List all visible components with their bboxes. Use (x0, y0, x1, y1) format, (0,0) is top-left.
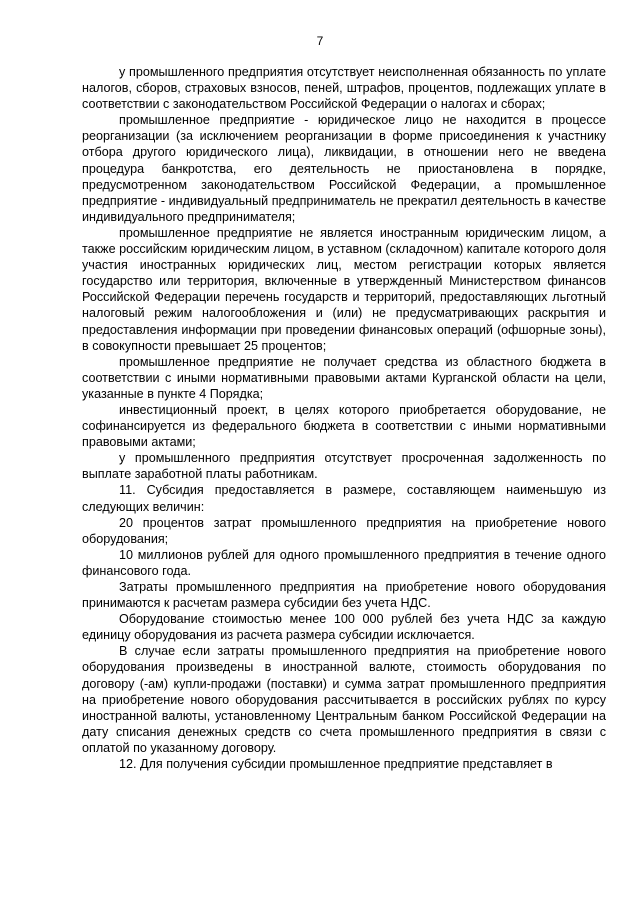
paragraph-tax-obligations: у промышленного предприятия отсутствует неисполненная обязанность по уплате налогов, сборов, страховых взносов, пеней, штрафов, процентов, подлежащих уплате в соответствии с законодательством Российской Федерации о налогах и сборах; (82, 65, 606, 112)
paragraph-foreign-entity: промышленное предприятие не является иностранным юридическим лицом, а также российским юридическим лицом, в уставном (складочном) капитале которого доля участия иностранных юридических лиц, местом регистрации которых является государство или территория, включенные в утвержденный Министерством финансов Российской Федерации перечень государств и территорий, предоставляющих льготный налоговый режим налогообложения и (или) не предусматривающих раскрытия и предоставления информации при проведении финансовых операций (офшорные зоны), в совокупности превышает 25 процентов; (82, 225, 607, 353)
document-body (82, 64, 606, 772)
page-number: 7 (316, 34, 324, 48)
paragraph-clause-12: 12. Для получения субсидии промышленное предприятие представляет в (119, 757, 553, 772)
paragraph-equipment-threshold: Оборудование стоимостью менее 100 000 рублей без учета НДС за каждую единицу оборудования из расчета размера субсидии исключается. (82, 612, 606, 643)
paragraph-ten-million: 10 миллионов рублей для одного промышленного предприятия в течение одного финансового года. (82, 547, 606, 578)
paragraph-twenty-percent: 20 процентов затрат промышленного предприятия на приобретение нового оборудования; (82, 515, 606, 546)
paragraph-clause-11: 11. Субсидия предоставляется в размере, составляющем наименьшую из следующих величин: (82, 483, 606, 514)
paragraph-regional-budget: промышленное предприятие не получает средства из областного бюджета в соответствии с иными нормативными правовыми актами Курганской области на цели, указанные в пункте 4 Порядка; (82, 354, 606, 401)
paragraph-federal-cofinancing: инвестиционный проект, в целях которого приобретается оборудование, не софинансируется из федерального бюджета в соответствии с иными нормативными правовыми актами; (82, 402, 606, 450)
paragraph-foreign-currency: В случае если затраты промышленного предприятия на приобретение нового оборудования произведены в иностранной валюте, стоимость оборудования по договору (-ам) купли-продажи (поставки) и сумма затрат промышленного предприятия на приобретение нового оборудования рассчитывается в российских рублях по курсу иностранной валюты, установленному Центральным банком Российской Федерации на дату списания денежных средств со счета промышленного предприятия в связи с оплатой по указанному договору. (82, 644, 606, 755)
paragraph-wage-arrears: у промышленного предприятия отсутствует просроченная задолженность по выплате заработной платы работникам. (82, 451, 606, 482)
paragraph-reorganization: промышленное предприятие - юридическое лицо не находится в процессе реорганизации (за исключением реорганизации в форме присоединения к участнику отбора другого юридического лица), ликвидации, в отношении него не введена процедура банкротства, его деятельность не приостановлена в порядке, предусмотренном законодательством Российской Федерации, а промышленное предприятие - индивидуальный предприниматель не прекратил деятельность в качестве индивидуального предпринимателя; (82, 113, 606, 224)
paragraph-vat-exclusion: Затраты промышленного предприятия на приобретение нового оборудования принимаются к расчетам размера субсидии без учета НДС. (82, 580, 606, 611)
